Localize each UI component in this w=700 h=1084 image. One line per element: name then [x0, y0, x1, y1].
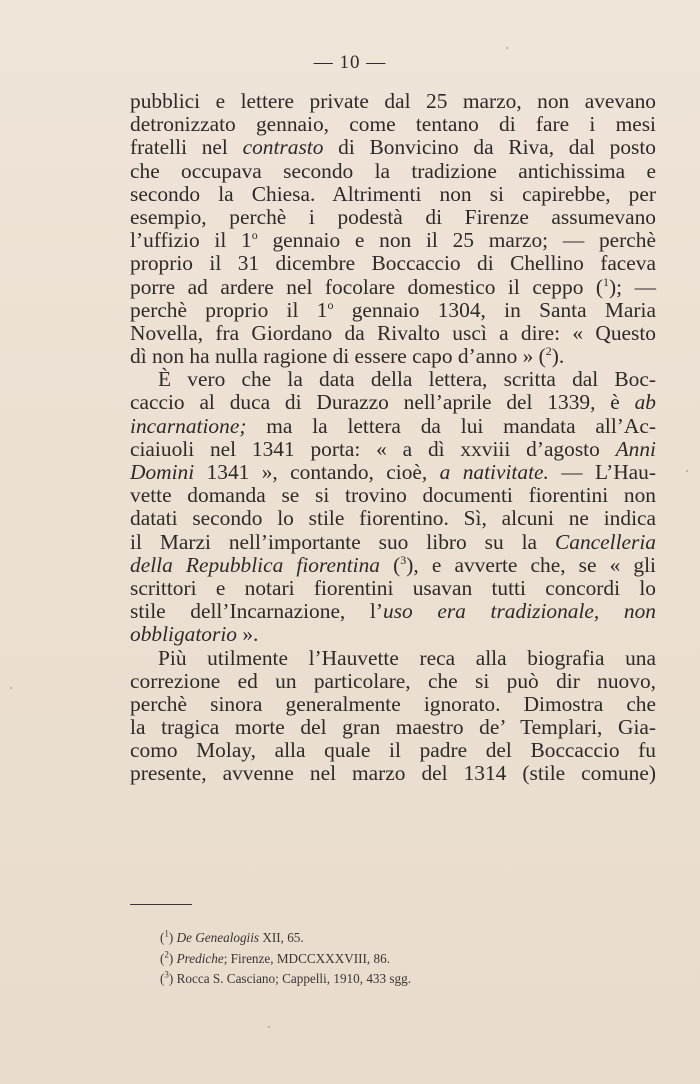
italic-text: Cancelleria — [555, 529, 656, 554]
text-run: il Marzi nell’importante suo libro su la — [130, 529, 555, 554]
footnote-divider — [130, 904, 192, 905]
italic-text: Prediche — [176, 950, 224, 966]
text-run: Rocca S. Casciano; Cappelli, 1910, 433 sgg. — [176, 971, 412, 986]
text-run: proprio il 31 dicembre Boccaccio di Chellino faceva — [130, 251, 656, 276]
text-line — [130, 554, 656, 577]
text-run: di Bonvicino da Riva, dal posto — [323, 135, 656, 160]
text-line — [130, 461, 656, 484]
footnote-mark-close: ) — [168, 971, 177, 986]
text-run: ; Firenze, MDCCXXXVIII, 86. — [223, 950, 391, 966]
footnote-mark-close: ) — [168, 930, 177, 945]
italic-text: De Genealogiis — [176, 930, 260, 945]
text-run: ». — [236, 622, 259, 647]
italic-text: obbligatorio — [130, 622, 237, 647]
text-line — [130, 206, 656, 229]
text-run: Più utilmente l’Hauvette reca alla biografia una — [158, 645, 656, 670]
footnote-mark: 2 — [164, 949, 169, 960]
text-run: correzione ed un particolare, che si può dir nuovo, — [130, 668, 656, 693]
text-line — [130, 415, 656, 438]
text-line — [130, 716, 656, 739]
text-run: detronizzato gennaio, come tentano di fare i mesi — [130, 112, 656, 137]
text-run: stile dell’Incarnazione, l’ — [130, 599, 383, 624]
text-line — [130, 391, 656, 414]
text-run: dì non ha nulla ragione di essere capo d’anno » ( — [130, 344, 546, 369]
text-run: secondo la Chiesa. Altrimenti non si capirebbe, per — [130, 181, 656, 206]
text-line — [130, 762, 656, 785]
text-run: ( — [380, 552, 401, 577]
superscript: 2 — [545, 343, 552, 358]
footnote — [160, 928, 640, 949]
text-line — [130, 507, 656, 530]
italic-text: incarnatione; — [130, 413, 247, 438]
text-run: ciaiuoli nel 1341 porta: « a dì xxviii d’agosto — [130, 436, 616, 461]
italic-text: ab — [634, 390, 656, 415]
text-run: datati secondo lo stile fiorentino. Sì, alcuni ne indica — [130, 506, 656, 531]
text-run: presente, avvenne nel marzo del 1314 (stile comune) — [130, 761, 656, 786]
superscript: 3 — [400, 552, 407, 567]
footnote — [160, 949, 640, 970]
text-run: È vero che la data della lettera, scritta dal Boc- — [158, 367, 656, 392]
text-run: gennaio 1304, in Santa Maria — [333, 297, 656, 322]
page-number: — 10 — — [313, 52, 387, 73]
text-run: vette domanda se si trovino documenti fiorentini non — [130, 483, 656, 508]
text-run: ). — [551, 344, 565, 369]
italic-text: Anni — [615, 436, 656, 461]
text-run: perchè sinora generalmente ignorato. Dimostra che — [130, 691, 656, 716]
text-run: perchè proprio il 1 — [130, 297, 328, 322]
text-run: esempio, perchè i podestà di Firenze assumevano — [130, 204, 656, 229]
text-line — [130, 739, 656, 762]
text-line — [130, 647, 656, 670]
italic-text: uso era tradizionale, non — [383, 599, 656, 624]
text-run: ), e avverte che, se « gli — [406, 552, 656, 577]
paper-speck — [10, 687, 12, 689]
text-run: fratelli nel — [130, 135, 243, 160]
text-run: ); — — [609, 274, 656, 299]
italic-text: contrasto — [242, 135, 324, 160]
text-line — [130, 229, 656, 252]
text-line — [130, 577, 656, 600]
text-run: ma la lettera da lui mandata all’Ac- — [246, 413, 656, 438]
italic-text: della Repubblica fiorentina — [130, 552, 380, 577]
text-run: porre ad ardere nel focolare domestico il ceppo ( — [130, 274, 604, 299]
footnotes — [160, 928, 640, 990]
text-run: l’uffizio il 1 — [130, 228, 252, 253]
text-run: XII, 65. — [259, 930, 304, 945]
text-line — [130, 693, 656, 716]
text-run: gennaio e non il 25 marzo; — perchè — [257, 228, 656, 253]
italic-text: Domini — [130, 460, 195, 484]
text-run: la tragica morte del gran maestro de’ Templari, Gia- — [130, 715, 656, 740]
footnote-mark-open: ( — [160, 971, 165, 986]
superscript: 1 — [603, 274, 610, 289]
footnote — [160, 969, 640, 990]
text-run: — L’Hau- — [548, 460, 656, 484]
footnote-mark-open: ( — [160, 950, 165, 966]
paper-speck — [268, 1026, 270, 1028]
body-text — [130, 90, 656, 786]
text-line — [130, 276, 656, 299]
text-run: caccio al duca di Durazzo nell’aprile del 1339, è — [130, 390, 635, 415]
text-line — [130, 322, 656, 345]
footnote-mark-close: ) — [168, 950, 177, 966]
text-line — [130, 484, 656, 507]
text-line — [130, 160, 656, 183]
text-line — [130, 252, 656, 275]
text-line — [130, 368, 656, 391]
text-run: che occupava secondo la tradizione antichissima e — [130, 158, 656, 183]
text-run: Novella, fra Giordano da Rivalto uscì a dire: « Questo — [130, 320, 656, 345]
text-run: 1341 », contando, cioè, — [194, 460, 440, 484]
text-line — [130, 183, 656, 206]
text-run: pubblici e lettere private dal 25 marzo, non avevano — [130, 89, 656, 113]
text-line — [130, 670, 656, 693]
text-line — [130, 136, 656, 159]
text-line — [130, 299, 656, 322]
footnote-mark: 3 — [164, 969, 169, 980]
footnote-mark-open: ( — [160, 930, 165, 945]
superscript: o — [327, 297, 334, 312]
text-line — [130, 623, 656, 646]
text-line — [130, 438, 656, 461]
paper-speck — [686, 470, 688, 472]
text-run: scrittori e notari fiorentini usavan tutti concordi lo — [130, 575, 656, 600]
italic-text: a nativitate. — [439, 460, 549, 484]
superscript: o — [251, 228, 258, 242]
text-line — [130, 531, 656, 554]
footnote-mark: 1 — [164, 928, 169, 939]
text-run: como Molay, alla quale il padre del Boccaccio fu — [130, 738, 656, 763]
text-line — [130, 600, 656, 623]
text-line — [130, 113, 656, 136]
paper-speck — [506, 47, 508, 49]
text-line — [130, 90, 656, 113]
text-line — [130, 345, 656, 368]
